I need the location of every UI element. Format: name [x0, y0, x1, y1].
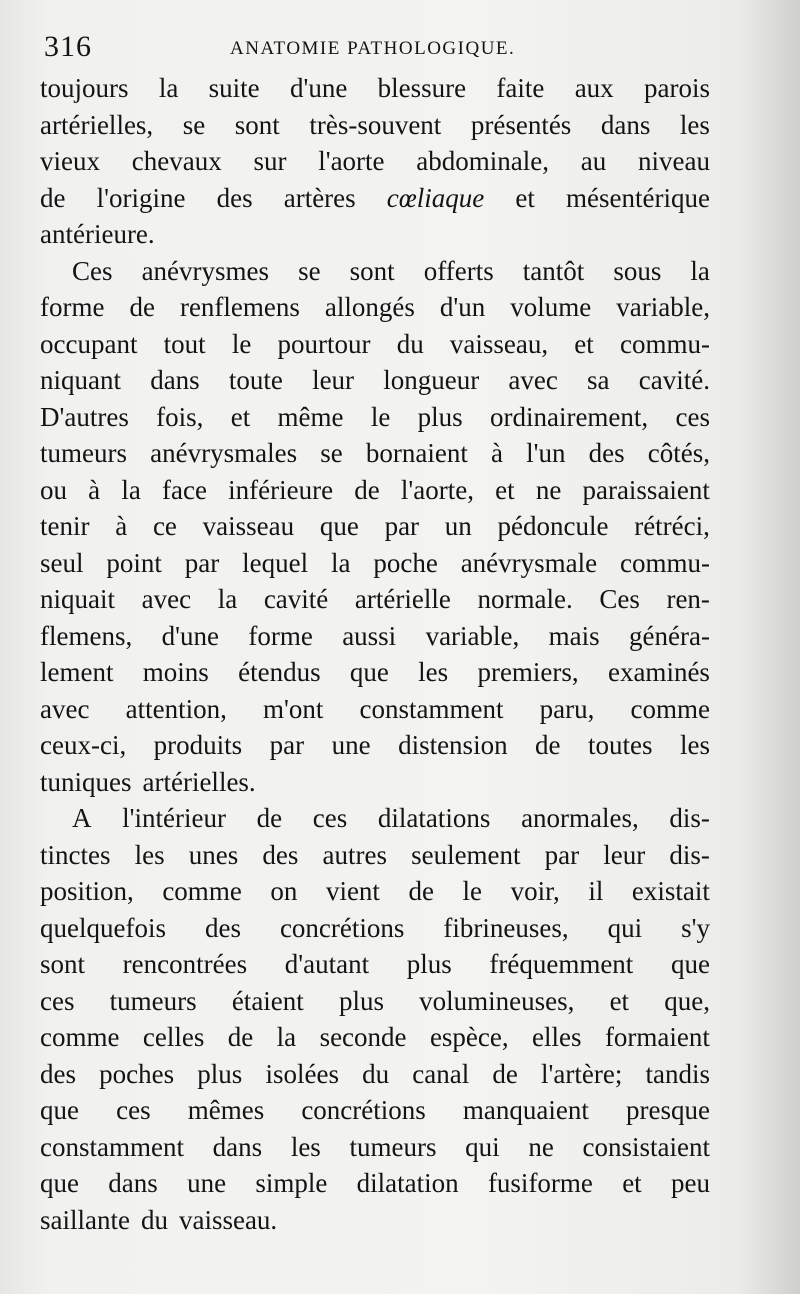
word: consistaient: [582, 1131, 710, 1162]
word: sont: [40, 949, 86, 979]
text-line: [40, 435, 710, 472]
word: anévrysmes: [141, 255, 270, 286]
word: que: [349, 657, 389, 687]
text-line: [40, 107, 710, 144]
word: volume: [510, 292, 592, 322]
word: à: [490, 438, 503, 468]
word: présentés: [470, 109, 572, 140]
word: presque: [626, 1095, 710, 1125]
word: plus: [197, 1058, 243, 1089]
word: plus: [417, 401, 463, 432]
word: des: [216, 182, 253, 213]
word: artérielles,: [40, 109, 154, 140]
word: D'autres: [40, 401, 129, 432]
word: d'autant: [284, 949, 370, 979]
text-line: [40, 910, 710, 947]
word: que: [319, 511, 359, 541]
word: ou: [40, 474, 67, 505]
word: fibrineuses,: [443, 912, 569, 943]
word: autres: [322, 839, 387, 870]
word: pédoncule: [497, 511, 609, 541]
word: quelquefois: [40, 912, 166, 943]
word: comme: [630, 693, 710, 724]
word: le: [462, 876, 483, 906]
word: paraissaient: [582, 474, 710, 505]
text-line: [40, 983, 710, 1020]
word: paru,: [539, 693, 595, 724]
word: tinctes: [40, 839, 111, 870]
word: ren-: [666, 584, 710, 614]
word: ordinairement,: [489, 401, 649, 432]
running-head: ANATOMIE PATHOLOGIQUE.: [230, 38, 516, 59]
word: sont: [234, 109, 280, 140]
word: par: [184, 547, 220, 578]
word: des: [588, 438, 625, 468]
text-line: [40, 326, 710, 363]
text-line: [40, 1092, 710, 1129]
word: canal: [412, 1058, 470, 1089]
word: niveau: [637, 146, 710, 176]
word: toutes: [588, 730, 653, 760]
word: existait: [631, 876, 710, 906]
word: fréquemment: [489, 949, 634, 979]
word: A: [72, 803, 92, 833]
word: toujours: [40, 73, 129, 103]
word: qui: [465, 1131, 500, 1162]
word: sont: [349, 255, 395, 286]
word: très-souvent: [309, 109, 442, 140]
word: dilatations: [377, 803, 491, 833]
word: tumeurs: [349, 1131, 437, 1162]
word: seulement: [411, 839, 521, 870]
text-line: [40, 581, 710, 618]
word: concrétions: [301, 1095, 426, 1125]
word: se: [298, 255, 321, 286]
word: du: [396, 328, 424, 359]
word: se: [182, 109, 206, 140]
word: fusiforme: [487, 1168, 593, 1198]
word: inférieure: [228, 474, 334, 505]
word: la: [690, 255, 710, 286]
word: niquant: [40, 365, 121, 395]
word: aux: [574, 73, 614, 103]
word: les: [290, 1131, 321, 1162]
word: de: [408, 876, 434, 906]
word: aussi: [342, 620, 397, 651]
word: les: [134, 839, 165, 870]
word: la: [158, 73, 179, 103]
word: à: [115, 511, 128, 541]
word: de: [354, 474, 380, 505]
word: allongés: [324, 292, 415, 322]
word: suite: [208, 73, 260, 103]
word: longueur: [383, 365, 480, 395]
word: distension: [398, 730, 508, 760]
word: comme: [162, 876, 242, 906]
word: même: [277, 401, 344, 432]
word: une: [187, 1168, 227, 1198]
word: renflemens: [179, 292, 300, 322]
word: de: [129, 292, 155, 322]
word: côtés,: [647, 438, 710, 468]
word: de: [535, 730, 561, 760]
word: du: [362, 1058, 390, 1089]
word: ces: [675, 401, 710, 432]
word: tumeurs: [40, 438, 127, 468]
word: voir,: [510, 876, 560, 906]
word: cavité: [263, 584, 329, 614]
word: rétréci,: [634, 511, 710, 541]
word: rencontrées: [122, 949, 248, 979]
word: les: [679, 109, 710, 140]
word: et: [609, 985, 630, 1016]
word: lement: [40, 657, 114, 687]
text-line: [40, 1129, 710, 1166]
word: dans: [108, 1168, 158, 1198]
text-line: [40, 472, 710, 509]
word: dans: [150, 365, 200, 395]
word: premiers,: [477, 657, 579, 687]
word: dans: [600, 109, 651, 140]
word: se: [320, 438, 343, 468]
word: dans: [212, 1131, 263, 1162]
text-line: [40, 508, 710, 545]
word: cavité.: [638, 365, 710, 395]
word: artérielles.: [142, 766, 256, 797]
word: par: [384, 511, 420, 541]
word: produits: [153, 730, 243, 760]
word: dis-: [669, 803, 710, 833]
word: ne: [528, 1131, 554, 1162]
word: concrétions: [279, 912, 405, 943]
word: formaient: [604, 1022, 710, 1052]
word: il: [588, 876, 604, 906]
word: examinés: [607, 657, 710, 687]
word: tuniques: [40, 766, 132, 797]
word: variable,: [616, 292, 710, 322]
word: avec: [508, 365, 558, 395]
word: l'aorte: [318, 146, 385, 176]
word: forme: [248, 620, 313, 651]
text-line: [40, 1019, 710, 1056]
word: un: [444, 511, 472, 541]
word: sous: [613, 255, 662, 286]
word: espèce,: [429, 1022, 509, 1052]
word: l'origine: [96, 182, 186, 213]
word: qui: [607, 912, 643, 943]
word: que: [670, 949, 710, 979]
word: antérieure.: [40, 219, 155, 249]
text-line: [40, 873, 710, 910]
page-header: [44, 30, 744, 66]
word: du: [140, 1204, 168, 1235]
word: avec: [40, 693, 90, 724]
word: isolées: [265, 1058, 339, 1089]
word: une: [331, 730, 371, 760]
word: vaisseau,: [449, 328, 549, 359]
word: ne: [535, 474, 562, 505]
word: position,: [40, 876, 134, 906]
word: attention,: [125, 693, 227, 724]
word: par: [544, 839, 580, 870]
word: l'intérieur: [122, 803, 226, 833]
text-line: [40, 545, 710, 582]
word: vaisseau: [202, 511, 295, 541]
word: anévrysmales: [150, 438, 298, 468]
word: et: [622, 1168, 642, 1198]
word: comme: [40, 1022, 120, 1052]
word: peu: [671, 1168, 710, 1198]
word: moins: [142, 657, 209, 687]
word: parois: [644, 73, 710, 103]
word: m'ont: [262, 693, 324, 724]
text-line: [40, 1165, 710, 1202]
text-line: [40, 727, 710, 764]
word: le: [370, 401, 391, 432]
word: offerts: [423, 255, 494, 286]
word: d'une: [289, 73, 348, 103]
word: que: [40, 1095, 79, 1125]
word: par: [269, 730, 305, 760]
word: de: [492, 1058, 518, 1089]
word: anormales,: [521, 803, 639, 833]
word: fois,: [156, 401, 204, 432]
word: mêmes: [187, 1095, 265, 1125]
word: avec: [141, 584, 192, 614]
word: d'une: [161, 620, 219, 651]
word: artères: [283, 182, 356, 213]
word: saillante: [40, 1204, 130, 1235]
word: dis-: [669, 839, 710, 870]
word: que,: [664, 985, 710, 1016]
text-line: [40, 618, 710, 655]
body-text: [40, 70, 710, 1238]
word: forme: [40, 292, 105, 322]
word: Ces: [72, 255, 113, 286]
word: et: [495, 474, 515, 505]
word: mésentérique: [566, 182, 710, 213]
text-line: [40, 362, 710, 399]
word: simple: [255, 1168, 328, 1198]
word: plus: [338, 985, 384, 1016]
word: poches: [99, 1058, 175, 1089]
word: que: [40, 1168, 79, 1198]
word: et: [515, 182, 535, 213]
word: niquait: [40, 584, 115, 614]
word: on: [270, 876, 298, 906]
word: sur: [253, 146, 287, 176]
text-line: [40, 70, 710, 107]
word: toute: [228, 365, 283, 395]
word: d'un: [439, 292, 486, 322]
word: s'y: [681, 912, 710, 943]
word: à: [88, 474, 101, 505]
word: l'aorte,: [400, 474, 474, 505]
word: vaisseau.: [178, 1204, 278, 1235]
word: tout: [163, 328, 206, 359]
word: étendus: [238, 657, 321, 687]
word: leur: [603, 839, 646, 870]
word: des: [262, 839, 299, 870]
word: commu-: [619, 328, 710, 359]
word: commu-: [620, 547, 710, 578]
word: point: [106, 547, 162, 578]
word: mais: [548, 620, 600, 651]
word: cœliaque: [386, 182, 485, 213]
word: normale.: [477, 584, 573, 614]
word: artérielle: [354, 584, 451, 614]
word: manquaient: [462, 1095, 589, 1125]
word: de: [40, 182, 66, 213]
word: celles: [142, 1022, 205, 1052]
text-line: [40, 289, 710, 326]
word: leur: [312, 365, 355, 395]
word: vieux: [40, 146, 100, 176]
word: lequel: [242, 547, 309, 578]
word: tandis: [645, 1058, 710, 1089]
text-line: [40, 946, 710, 983]
word: ces: [116, 1095, 151, 1125]
word: poche: [373, 547, 438, 578]
word: constamment: [359, 693, 504, 724]
word: de: [227, 1022, 254, 1052]
word: les: [418, 657, 449, 687]
word: de: [256, 803, 283, 833]
word: la: [217, 584, 238, 614]
text-line: [40, 1056, 710, 1093]
word: variable,: [425, 620, 520, 651]
text-line: [40, 143, 710, 180]
word: vient: [325, 876, 380, 906]
word: des: [40, 1058, 76, 1089]
text-line: [40, 1202, 710, 1239]
word: le: [231, 328, 252, 359]
word: des: [204, 912, 241, 943]
word: flemens,: [40, 620, 133, 651]
word: étaient: [231, 985, 304, 1016]
word: anévrysmale: [460, 547, 598, 578]
word: unes: [188, 839, 239, 870]
text-line: [40, 180, 710, 217]
word: face: [162, 474, 207, 505]
word: l'un: [526, 438, 566, 468]
text-line: [40, 399, 710, 436]
word: constamment: [40, 1131, 184, 1162]
word: tumeurs: [109, 985, 197, 1016]
word: volumineuses,: [419, 985, 575, 1016]
word: seul: [40, 547, 84, 578]
word: ces: [40, 985, 75, 1016]
word: faite: [496, 73, 545, 103]
text-line: [40, 253, 710, 290]
text-line: [40, 837, 710, 874]
text-line: [40, 654, 710, 691]
text-line: [40, 764, 710, 801]
word: tenir: [40, 511, 90, 541]
word: et: [230, 401, 251, 432]
word: l'artère;: [541, 1058, 623, 1089]
word: occupant: [40, 328, 138, 359]
word: ceux-ci,: [40, 730, 127, 760]
text-line: [40, 691, 710, 728]
text-line: [40, 800, 710, 837]
word: la: [330, 547, 351, 578]
word: bornaient: [365, 438, 468, 468]
word: chevaux: [131, 146, 222, 176]
word: pourtour: [277, 328, 371, 359]
word: elles: [532, 1022, 582, 1052]
word: tantôt: [522, 255, 585, 286]
word: sa: [587, 365, 610, 395]
page-number: 316: [44, 30, 92, 63]
text-line: [40, 216, 710, 253]
word: abdominale,: [416, 146, 549, 176]
word: généra-: [629, 620, 710, 651]
word: plus: [406, 949, 452, 979]
word: au: [580, 146, 607, 176]
word: dilatation: [356, 1168, 459, 1198]
word: et: [574, 328, 594, 359]
word: Ces: [599, 584, 640, 614]
word: ces: [312, 803, 348, 833]
word: seconde: [319, 1022, 407, 1052]
word: la: [121, 474, 141, 505]
word: ce: [152, 511, 177, 541]
word: les: [679, 730, 710, 760]
word: blessure: [377, 73, 467, 103]
word: la: [276, 1022, 297, 1052]
